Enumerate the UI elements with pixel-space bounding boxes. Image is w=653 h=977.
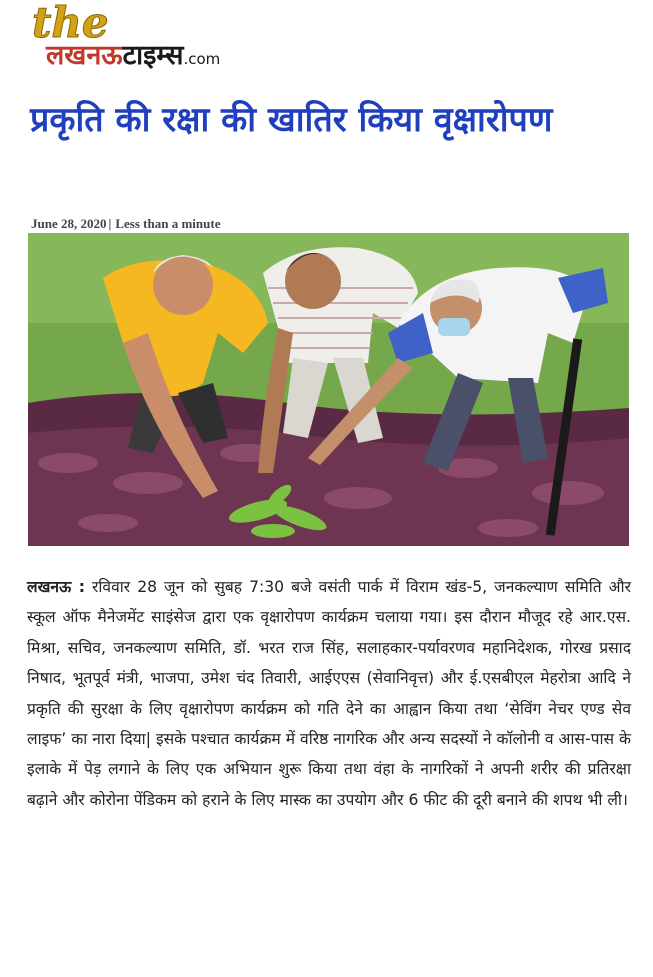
dateline: लखनऊ : [27, 578, 85, 596]
read-time: Less than a minute [115, 216, 221, 231]
article-photo [28, 233, 629, 546]
meta-separator: | [108, 216, 112, 231]
article-body [27, 572, 631, 815]
logo-wordmark [46, 40, 220, 75]
logo-suffix: .com [183, 50, 221, 68]
logo-part2: टाइम्स [122, 40, 184, 71]
logo-part1: लखनऊ [46, 40, 123, 71]
site-logo[interactable] [32, 2, 292, 74]
logo-the-text: the [32, 0, 109, 47]
article-meta [31, 216, 220, 232]
photo-illustration [28, 233, 629, 546]
article-text: रविवार 28 जून को सुबह 7:30 बजे वसंती पार्क में विराम खंड-5, जनकल्याण समिति और स्कूल ऑफ मैनेजमेंट साइंसेज द्वारा एक वृक्षारोपण कार्यक्रम चलाया गया। इस दौरान मौजूद रहे आर.एस. मिश्रा, सचिव, जनकल्याण समिति, डॉ. भरत राज सिंह, सलाहकार-पर्यावरणव महानिदेशक, गोरख प्रसाद निषाद, भूतपूर्व मंत्री, भाजपा, उमेश चंद तिवारी, आईएएस (सेवानिवृत्त) और ई.एसबीएल मेहरोत्रा आदि ने प्रकृति की सुरक्षा के लिए वृक्षारोपण कार्यक्रम को गति देने का आह्वान किया तथा ‘सेविंग नेचर एण्ड सेव लाइफ’ का नारा दिया| इसके पश्चात कार्यक्रम में वरिष्ठ नागरिक और अन्य सदस्यों ने कॉलोनी व आस-पास के इलाके में पेड़ लगाने के लिए एक अभियान शुरू किया तथा वंहा के नागरिकों ने अपनी शरीर की प्रतिरक्षा बढ़ाने और कोरोना पेंडिकम को हराने के लिए मास्क का उपयोग और 6 फीट की दूरी बनाने की शपथ भी ली। [27, 578, 632, 809]
article-headline: प्रकृति की रक्षा की खातिर किया वृक्षारोपण [30, 100, 553, 140]
publish-date: June 28, 2020 [31, 216, 107, 231]
